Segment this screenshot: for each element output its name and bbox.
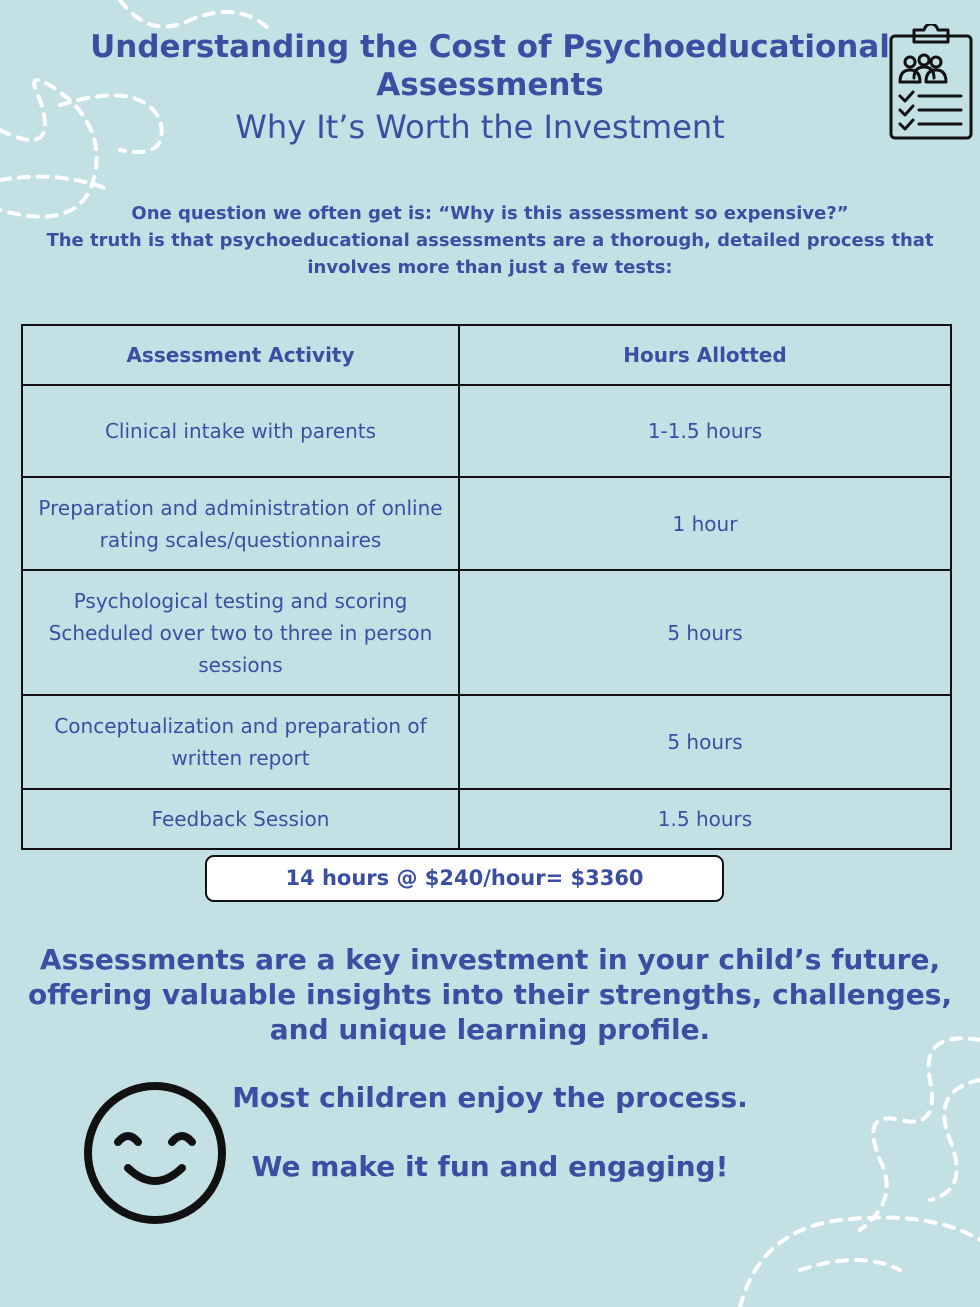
- intro-text: [40, 200, 940, 281]
- closing-statement: Assessments are a key investment in your child’s future, offering valuable insights into their strengths, challenges, and unique learning profile.: [28, 943, 952, 1046]
- clipboard-checklist-icon: [886, 24, 976, 142]
- page-subtitle: Why It’s Worth the Investment: [235, 108, 725, 146]
- cost-breakdown-table: [21, 324, 952, 850]
- activity-cell: Psychological testing and scoring Scheduled over two to three in person sessions: [22, 570, 459, 695]
- page-title: Understanding the Cost of Psychoeducational Assessments: [90, 29, 890, 103]
- column-header-hours: Hours Allotted: [459, 325, 951, 385]
- column-header-activity: Assessment Activity: [22, 325, 459, 385]
- activity-cell: Feedback Session: [22, 789, 459, 849]
- activity-cell: Conceptualization and preparation of written report: [22, 695, 459, 789]
- hours-cell: 1-1.5 hours: [459, 385, 951, 477]
- total-cost-box: 14 hours @ $240/hour= $3360: [205, 855, 724, 902]
- activity-cell: Preparation and administration of online rating scales/questionnaires: [22, 477, 459, 570]
- enjoy-process-text: Most children enjoy the process.: [232, 1081, 748, 1114]
- table-row: [22, 789, 951, 849]
- hours-cell: 5 hours: [459, 695, 951, 789]
- table-row: [22, 570, 951, 695]
- table-header-row: [22, 325, 951, 385]
- hours-cell: 1.5 hours: [459, 789, 951, 849]
- hours-cell: 1 hour: [459, 477, 951, 570]
- activity-cell: Clinical intake with parents: [22, 385, 459, 477]
- intro-explanation: The truth is that psychoeducational assessments are a thorough, detailed process that involves more than just a few tests:: [46, 230, 934, 278]
- table-row: [22, 695, 951, 789]
- intro-question: One question we often get is: “Why is this assessment so expensive?”: [131, 203, 849, 224]
- table-row: [22, 385, 951, 477]
- hours-cell: 5 hours: [459, 570, 951, 695]
- fun-engaging-text: We make it fun and engaging!: [251, 1150, 729, 1183]
- table-row: [22, 477, 951, 570]
